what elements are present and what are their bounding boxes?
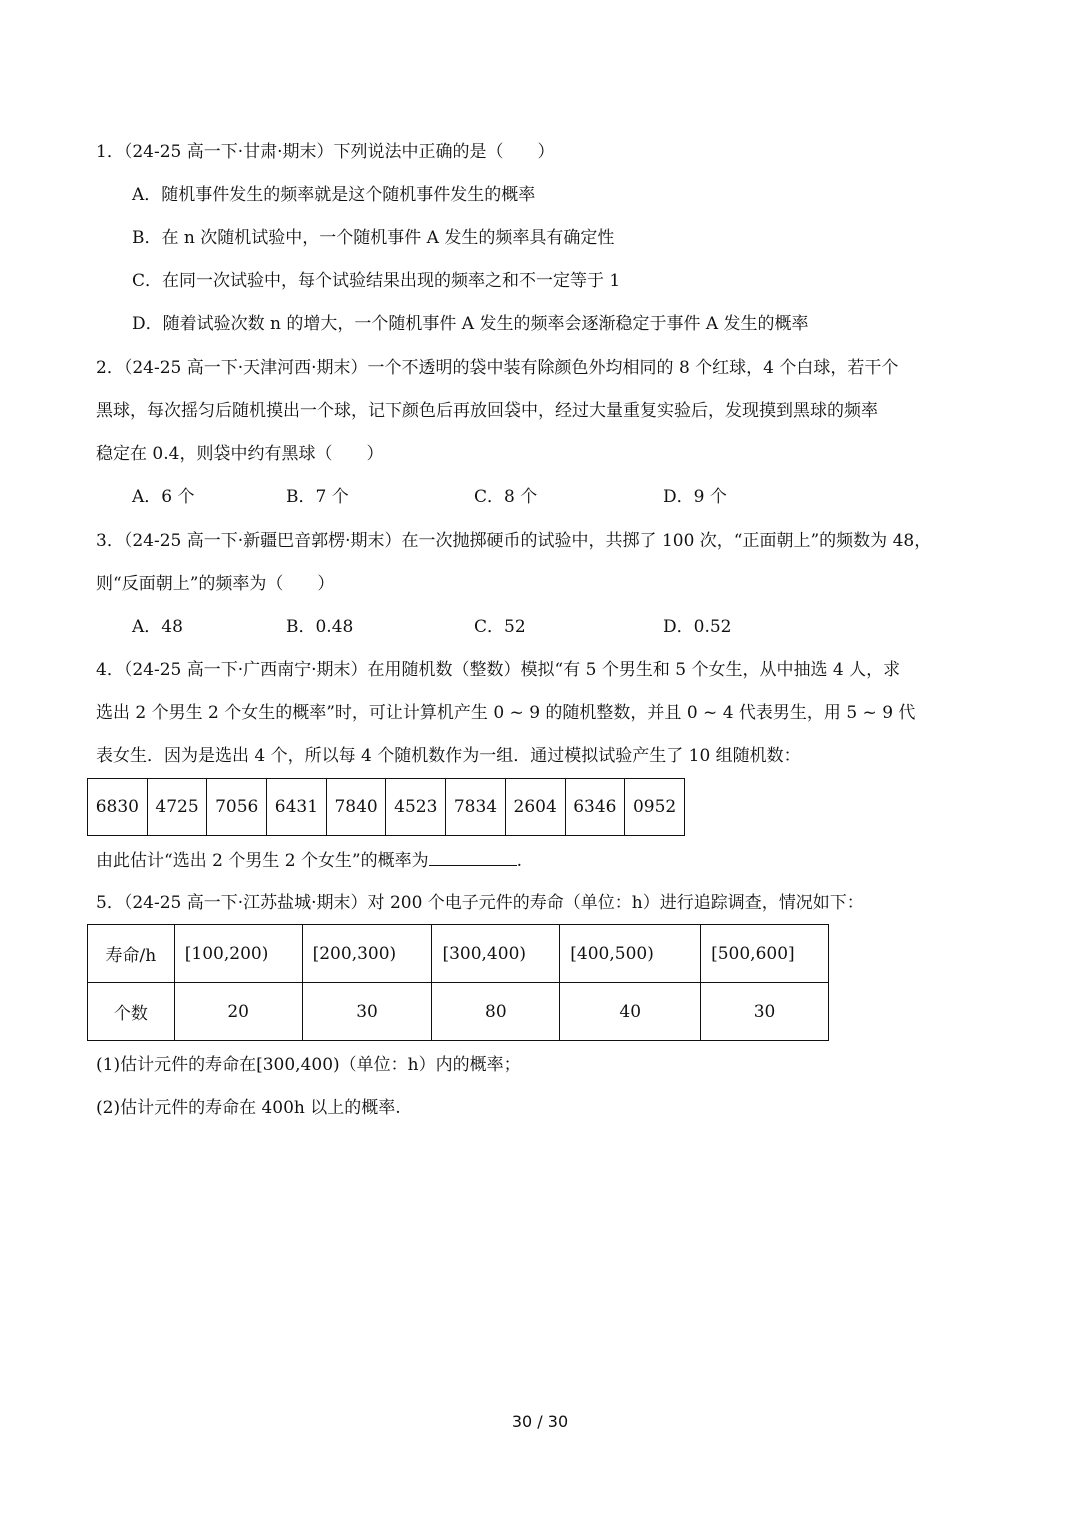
table-header-cell: 寿命/h (88, 925, 175, 983)
interval-cell: [100,200) (174, 925, 302, 983)
q3-option-b: B．0.48 (286, 617, 354, 637)
interval-cell: [300,400) (432, 925, 560, 983)
random-number-cell: 6346 (565, 779, 625, 836)
table-row (88, 925, 829, 983)
q3-line-1: 3．（24-25 高一下·新疆巴音郭楞·期末）在一次抛掷硬币的试验中，共掷了 100 次，“正面朝上”的频数为 48， (96, 531, 932, 551)
q4-line-1: 4．（24-25 高一下·广西南宁·期末）在用随机数（整数）模拟“有 5 个男生和 5 个女生，从中抽选 4 人，求 (96, 660, 901, 680)
q3-options (0, 615, 1080, 639)
q2-option-d: D．9 个 (663, 487, 727, 507)
random-number-cell: 6431 (267, 779, 327, 836)
q3-option-a: A．48 (132, 617, 183, 637)
count-cell: 30 (302, 983, 432, 1041)
count-cell: 80 (432, 983, 560, 1041)
random-number-table (87, 778, 685, 836)
q5-part-2: (2)估计元件的寿命在 400h 以上的概率. (96, 1098, 401, 1118)
random-number-cell: 0952 (625, 779, 685, 836)
interval-cell: [400,500) (560, 925, 701, 983)
q2-line-2: 黑球，每次摇匀后随机摸出一个球，记下颜色后再放回袋中，经过大量重复实验后，发现摸到黑球的频率 (96, 401, 878, 421)
interval-cell: [500,600] (701, 925, 829, 983)
q3-line-2: 则“反面朝上”的频率为（ ） (96, 574, 335, 594)
answer-blank[interactable] (429, 847, 517, 866)
random-number-cell: 4523 (386, 779, 446, 836)
q5-stem: 5．（24-25 高一下·江苏盐城·期末）对 200 个电子元件的寿命（单位：h）进行追踪调查，情况如下： (96, 893, 864, 913)
q2-option-b: B．7 个 (286, 487, 349, 507)
count-cell: 20 (174, 983, 302, 1041)
q1-stem: 1．（24-25 高一下·甘肃·期末）下列说法中正确的是（ ） (96, 142, 555, 162)
interval-cell: [200,300) (302, 925, 432, 983)
q4-question (96, 847, 522, 873)
random-number-cell: 2604 (505, 779, 565, 836)
q1-option-a: A．随机事件发生的频率就是这个随机事件发生的概率 (132, 185, 536, 205)
random-number-cell: 7840 (326, 779, 386, 836)
count-cell: 40 (560, 983, 701, 1041)
table-header-cell: 个数 (88, 983, 175, 1041)
q2-options (0, 485, 1080, 509)
q4-line-3: 表女生．因为是选出 4 个，所以每 4 个随机数作为一组．通过模拟试验产生了 10 组随机数： (96, 746, 801, 766)
q2-option-c: C．8 个 (474, 487, 538, 507)
random-number-cell: 7834 (446, 779, 506, 836)
q4-question-text: 由此估计“选出 2 个男生 2 个女生”的概率为 (96, 851, 429, 871)
q4-line-2: 选出 2 个男生 2 个女生的概率”时，可让计算机产生 0 ~ 9 的随机整数，并且 0 ~ 4 代表男生，用 5 ~ 9 代 (96, 703, 916, 723)
q2-option-a: A．6 个 (132, 487, 195, 507)
lifetime-table (87, 924, 829, 1041)
q5-part-1: (1)估计元件的寿命在[300,400)（单位：h）内的概率； (96, 1055, 521, 1075)
random-number-cell: 7056 (207, 779, 267, 836)
q3-option-d: D．0.52 (663, 617, 732, 637)
table-row (88, 983, 829, 1041)
random-number-cell: 4725 (147, 779, 207, 836)
q2-line-3: 稳定在 0.4，则袋中约有黑球（ ） (96, 444, 384, 464)
q1-option-d: D．随着试验次数 n 的增大，一个随机事件 A 发生的频率会逐渐稳定于事件 A 发生的概率 (132, 314, 809, 334)
q3-option-c: C．52 (474, 617, 526, 637)
q2-line-1: 2．（24-25 高一下·天津河西·期末）一个不透明的袋中装有除颜色外均相同的 8 个红球，4 个白球，若干个 (96, 358, 899, 378)
q1-option-c: C．在同一次试验中，每个试验结果出现的频率之和不一定等于 1 (132, 271, 621, 291)
page-number: 30 / 30 (511, 1412, 569, 1431)
count-cell: 30 (701, 983, 829, 1041)
table-row (88, 779, 685, 836)
random-number-cell: 6830 (88, 779, 148, 836)
q4-question-end: . (516, 851, 523, 871)
q1-option-b: B．在 n 次随机试验中，一个随机事件 A 发生的频率具有确定性 (132, 228, 615, 248)
